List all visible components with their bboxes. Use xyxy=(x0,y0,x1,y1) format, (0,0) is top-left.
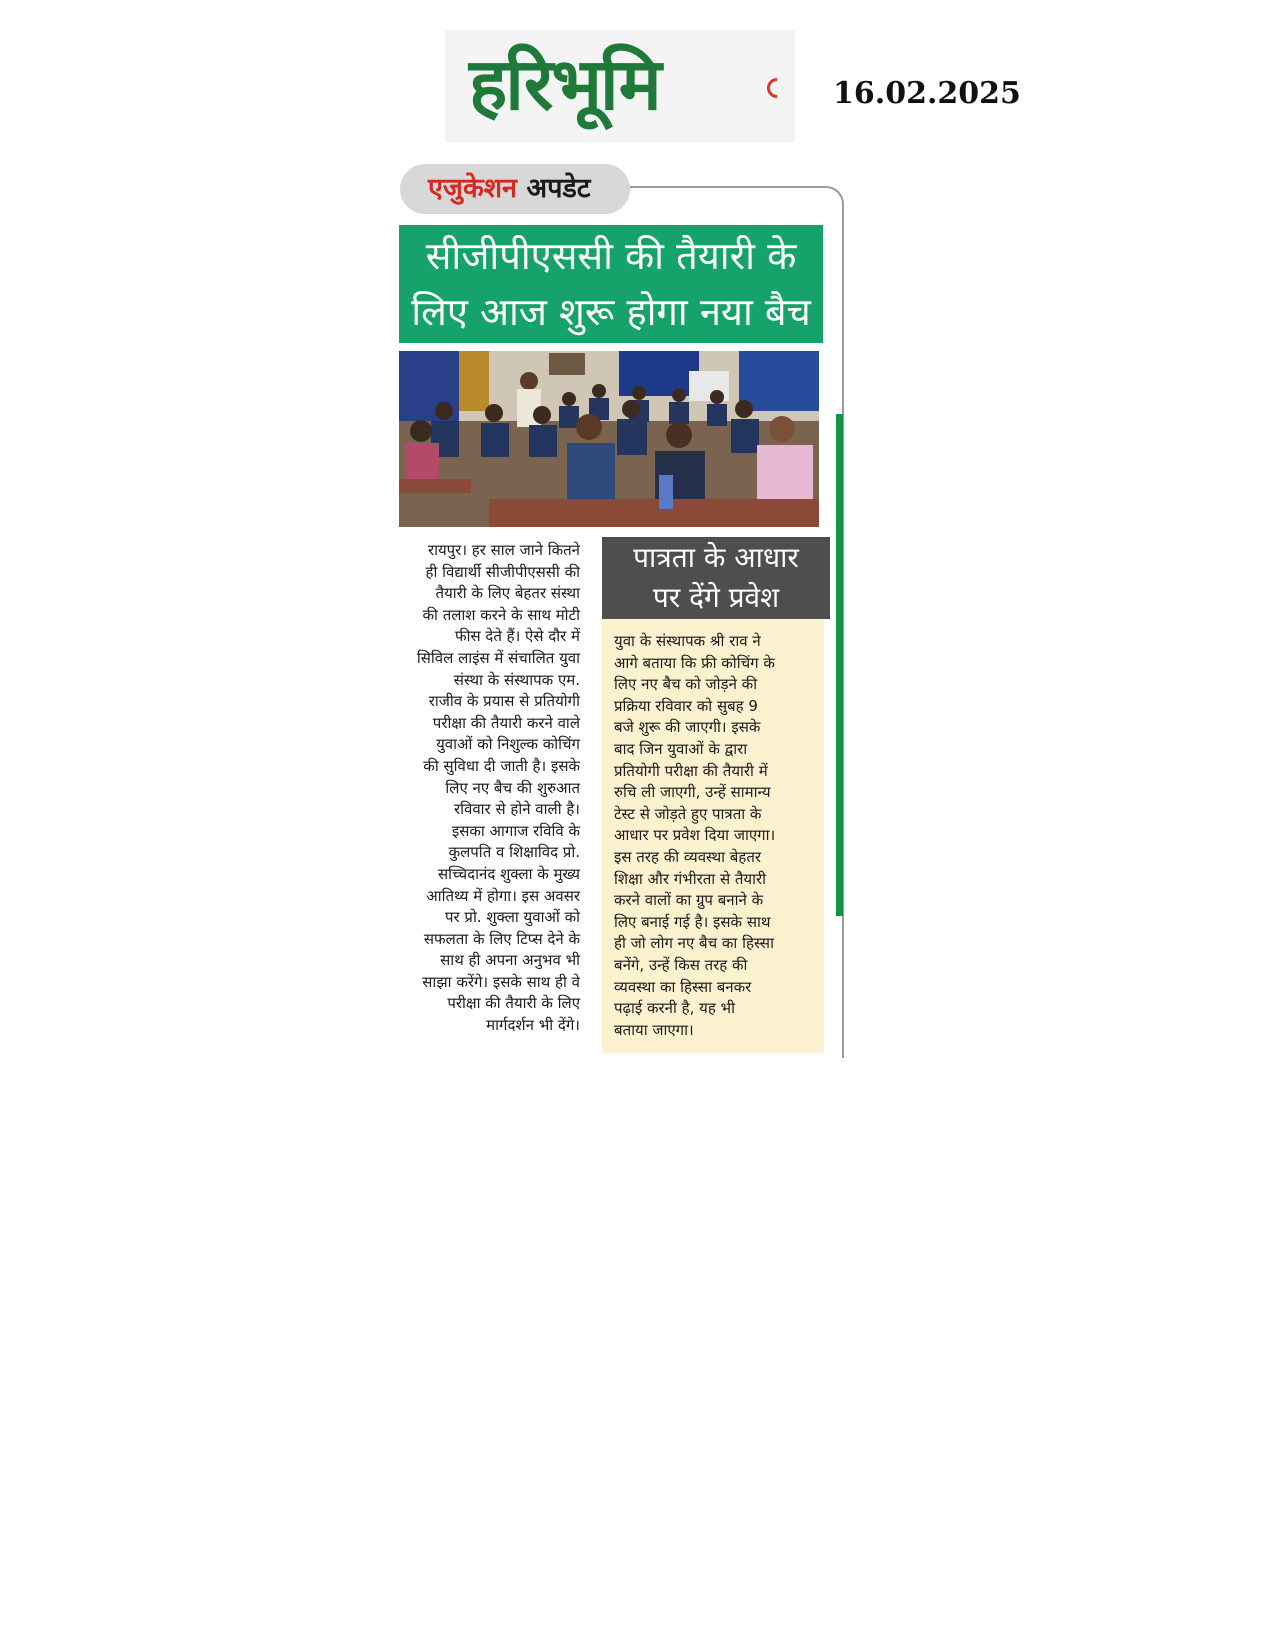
sidebar-line: बताया जाएगा। xyxy=(614,1020,694,1039)
headline-line2: लिए आज शुरू होगा नया बैच xyxy=(411,290,811,334)
article-line: तैयारी के लिए बेहतर संस्था xyxy=(435,584,580,603)
article-line: संस्था के संस्थापक एम. xyxy=(453,670,580,689)
article-body xyxy=(398,540,580,1037)
article-line: मार्गदर्शन भी देंगे। xyxy=(486,1016,580,1035)
sidebar-line: रुचि ली जाएगी, उन्हें सामान्य xyxy=(614,783,771,802)
sidebar-line: शिक्षा और गंभीरता से तैयारी xyxy=(614,869,767,888)
article-line: परीक्षा की तैयारी करने वाले xyxy=(432,713,580,732)
newspaper-masthead xyxy=(445,30,795,142)
sidebar-body xyxy=(602,619,824,1053)
sidebar-line: लिए बनाई गई है। इसके साथ xyxy=(614,912,771,931)
sidebar-line: टेस्ट से जोड़ते हुए पात्रता के xyxy=(614,804,762,823)
sidebar-line: इस तरह की व्यवस्था बेहतर xyxy=(614,847,762,866)
sidebar-line: बनेंगे, उन्हें किस तरह की xyxy=(614,955,748,974)
article-line: कुलपति व शिक्षाविद प्रो. xyxy=(448,843,580,862)
article-line: लिए नए बैच की शुरुआत xyxy=(445,778,580,797)
sidebar-line: युवा के संस्थापक श्री राव ने xyxy=(614,632,761,650)
classroom-photo-illustration xyxy=(399,351,819,527)
sidebar-line: बाद जिन युवाओं के द्वारा xyxy=(614,739,748,758)
sidebar-heading xyxy=(602,537,830,619)
sidebar-line: आगे बताया कि फ्री कोचिंग के xyxy=(614,653,775,672)
sidebar-line: करने वालों का ग्रुप बनाने के xyxy=(614,891,764,910)
article-line: रविवार से होने वाली है। xyxy=(453,800,580,819)
sidebar-line: व्यवस्था का हिस्सा बनकर xyxy=(614,977,752,996)
sidebar-line: प्रतियोगी परीक्षा की तैयारी में xyxy=(614,761,768,780)
article-line: सिविल लाइंस में संचालित युवा xyxy=(416,648,580,667)
logo-mark xyxy=(767,78,777,98)
article-line: परीक्षा की तैयारी के लिए xyxy=(447,994,580,1013)
sidebar-heading-line2: पर देंगे प्रवेश xyxy=(652,581,780,614)
newspaper-logo: हरिभूमि xyxy=(469,42,660,126)
article-line: आतिथ्य में होगा। इस अवसर xyxy=(426,886,580,905)
clipping-date: 16.02.2025 xyxy=(833,76,1021,111)
article-line: सच्चिदानंद शुक्ला के मुख्य xyxy=(437,864,580,883)
article-line: युवाओं को निशुल्क कोचिंग xyxy=(436,735,580,754)
article-line: रायपुर। हर साल जाने कितने xyxy=(427,541,580,559)
sidebar-heading-line1: पात्रता के आधार xyxy=(633,541,799,574)
frame-green-rule xyxy=(836,414,843,916)
sidebar-line: बजे शुरू की जाएगी। इसके xyxy=(614,718,761,737)
article-line: इसका आगाज रविवि के xyxy=(451,821,580,840)
article-line: सफलता के लिए टिप्स देने के xyxy=(423,929,580,948)
sidebar-line: प्रक्रिया रविवार को सुबह 9 xyxy=(614,696,758,715)
article-line: की सुविधा दी जाती है। इसके xyxy=(423,756,580,775)
sidebar-line: आधार पर प्रवेश दिया जाएगा। xyxy=(614,826,776,845)
article-line: पर प्रो. शुक्ला युवाओं को xyxy=(444,908,580,927)
article-line: साझा करेंगे। इसके साथ ही वे xyxy=(422,972,580,991)
section-kicker xyxy=(400,164,630,214)
article-line: की तलाश करने के साथ मोटी xyxy=(422,605,580,624)
article-line: फीस देते हैं। ऐसे दौर में xyxy=(455,627,580,646)
article-line: साथ ही अपना अनुभव भी xyxy=(440,951,580,970)
sidebar-line: पढ़ाई करनी है, यह भी xyxy=(614,999,735,1018)
article-line: ही विद्यार्थी सीजीपीएससी की xyxy=(425,562,580,581)
kicker-part1: एजुकेशन xyxy=(428,173,518,204)
sidebar-line: ही जो लोग नए बैच का हिस्सा xyxy=(614,934,774,953)
article-headline xyxy=(399,225,823,343)
article-line: राजीव के प्रयास से प्रतियोगी xyxy=(428,692,580,711)
sidebar-line: लिए नए बैच को जोड़ने की xyxy=(614,675,758,694)
classroom-photo xyxy=(399,351,819,527)
kicker-part2: अपडेट xyxy=(526,173,591,204)
headline-line1: सीजीपीएससी की तैयारी के xyxy=(425,234,797,278)
